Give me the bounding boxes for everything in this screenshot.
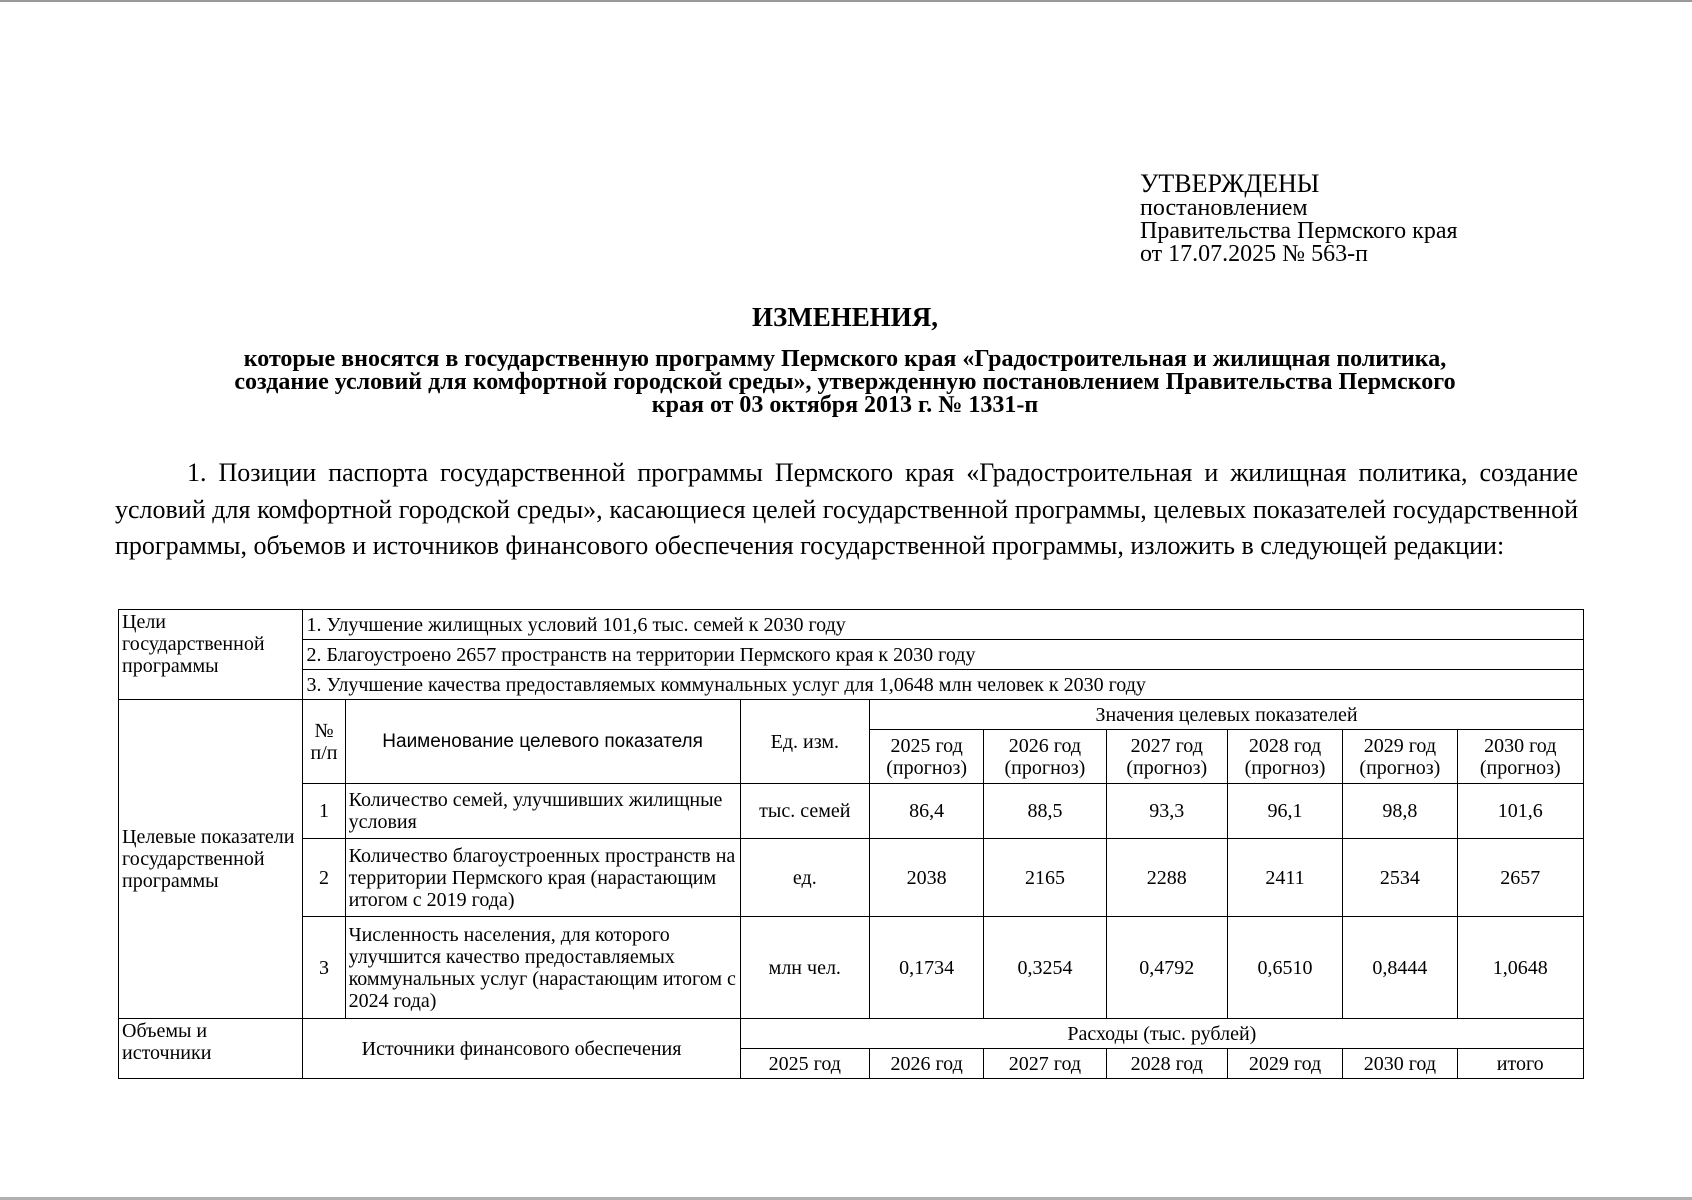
- finance-sources: Источники финансового обеспечения: [303, 1019, 740, 1079]
- title-line-2: создание условий для комфортной городской среды», утвержденную постановлением Правительства Пермского: [234, 369, 1456, 395]
- title-main: ИЗМЕНЕНИЯ,: [751, 302, 938, 332]
- goal-item: 3. Улучшение качества предоставляемых коммунальных услуг для 1,0648 млн человек к 2030 году: [303, 670, 1584, 700]
- indicator-row: [119, 839, 1584, 917]
- finance-year: 2025 год: [740, 1049, 869, 1079]
- row-value: 88,5: [984, 784, 1106, 839]
- title-line-1: которые вносятся в государственную программу Пермского края «Градостроительная и жилищная политика,: [243, 346, 1447, 372]
- approval-stamp: [1140, 170, 1458, 266]
- row-unit: тыс. семей: [740, 784, 869, 839]
- row-value: 1,0648: [1457, 917, 1584, 1019]
- goal-row: [119, 610, 1584, 640]
- row-value: 86,4: [869, 784, 983, 839]
- finance-year: 2027 год: [984, 1049, 1106, 1079]
- goal-item: 1. Улучшение жилищных условий 101,6 тыс. семей к 2030 году: [303, 610, 1584, 640]
- header-year: 2030 год (прогноз): [1457, 730, 1584, 784]
- finance-header-row: [119, 1019, 1584, 1049]
- approval-line-1: постановлением: [1140, 195, 1308, 221]
- indicator-row: [119, 917, 1584, 1019]
- document-title: [120, 300, 1570, 417]
- header-year: 2027 год (прогноз): [1106, 730, 1227, 784]
- header-year: 2029 год (прогноз): [1343, 730, 1457, 784]
- finance-label: Объемы и источники: [119, 1019, 303, 1079]
- goal-row: [119, 640, 1584, 670]
- goals-label: Цели государственной программы: [119, 610, 303, 700]
- finance-year: 2029 год: [1227, 1049, 1342, 1079]
- passport-table: [118, 609, 1584, 1079]
- header-year: 2025 год (прогноз): [869, 730, 983, 784]
- header-unit: Ед. изм.: [740, 700, 869, 784]
- header-num: № п/п: [303, 700, 345, 784]
- row-value: 98,8: [1343, 784, 1457, 839]
- row-num: 2: [303, 839, 345, 917]
- row-value: 0,1734: [869, 917, 983, 1019]
- indicators-label: Целевые показатели государственной программы: [119, 700, 303, 1019]
- row-value: 0,4792: [1106, 917, 1227, 1019]
- finance-year: 2030 год: [1343, 1049, 1457, 1079]
- row-value: 93,3: [1106, 784, 1227, 839]
- row-value: 0,6510: [1227, 917, 1342, 1019]
- indicator-row: [119, 784, 1584, 839]
- row-unit: млн чел.: [740, 917, 869, 1019]
- row-value: 2411: [1227, 839, 1342, 917]
- header-values-title: Значения целевых показателей: [869, 700, 1583, 730]
- finance-year: 2028 год: [1106, 1049, 1227, 1079]
- row-value: 2657: [1457, 839, 1584, 917]
- finance-year: 2026 год: [869, 1049, 983, 1079]
- row-value: 2534: [1343, 839, 1457, 917]
- row-unit: ед.: [740, 839, 869, 917]
- approval-heading: УТВЕРЖДЕНЫ: [1140, 169, 1320, 198]
- approval-line-3: от 17.07.2025 № 563-п: [1140, 241, 1368, 267]
- finance-title: Расходы (тыс. рублей): [740, 1019, 1583, 1049]
- row-value: 101,6: [1457, 784, 1584, 839]
- row-value: 2038: [869, 839, 983, 917]
- header-year: 2028 год (прогноз): [1227, 730, 1342, 784]
- header-year: 2026 год (прогноз): [984, 730, 1106, 784]
- row-num: 3: [303, 917, 345, 1019]
- scan-edge-top: [0, 0, 1692, 2]
- approval-line-2: Правительства Пермского края: [1140, 218, 1458, 244]
- row-name: Численность населения, для которого улучшится качество предоставляемых коммунальных услуг (нарастающим итогом с 2024 года): [345, 917, 740, 1019]
- goal-item: 2. Благоустроено 2657 пространств на территории Пермского края к 2030 году: [303, 640, 1584, 670]
- indicators-header-row: [119, 700, 1584, 730]
- title-line-3: края от 03 октября 2013 г. № 1331-п: [651, 392, 1039, 418]
- body-paragraph: 1. Позиции паспорта государственной программы Пермского края «Градостроительная и жилищная политика, создание условий для комфортной городской среды», касающиеся целей государственной программы, целевых показателей государственной программы, объемов и источников финансового обеспечения государственной программы, изложить в следующей редакции:: [115, 458, 1578, 560]
- finance-total: итого: [1457, 1049, 1584, 1079]
- row-name: Количество семей, улучшивших жилищные условия: [345, 784, 740, 839]
- row-value: 0,8444: [1343, 917, 1457, 1019]
- row-value: 2288: [1106, 839, 1227, 917]
- goal-row: [119, 670, 1584, 700]
- row-value: 96,1: [1227, 784, 1342, 839]
- row-value: 0,3254: [984, 917, 1106, 1019]
- row-num: 1: [303, 784, 345, 839]
- header-name: Наименование целевого показателя: [345, 700, 740, 784]
- row-name: Количество благоустроенных пространств на территории Пермского края (нарастающим итогом с 2019 года): [345, 839, 740, 917]
- row-value: 2165: [984, 839, 1106, 917]
